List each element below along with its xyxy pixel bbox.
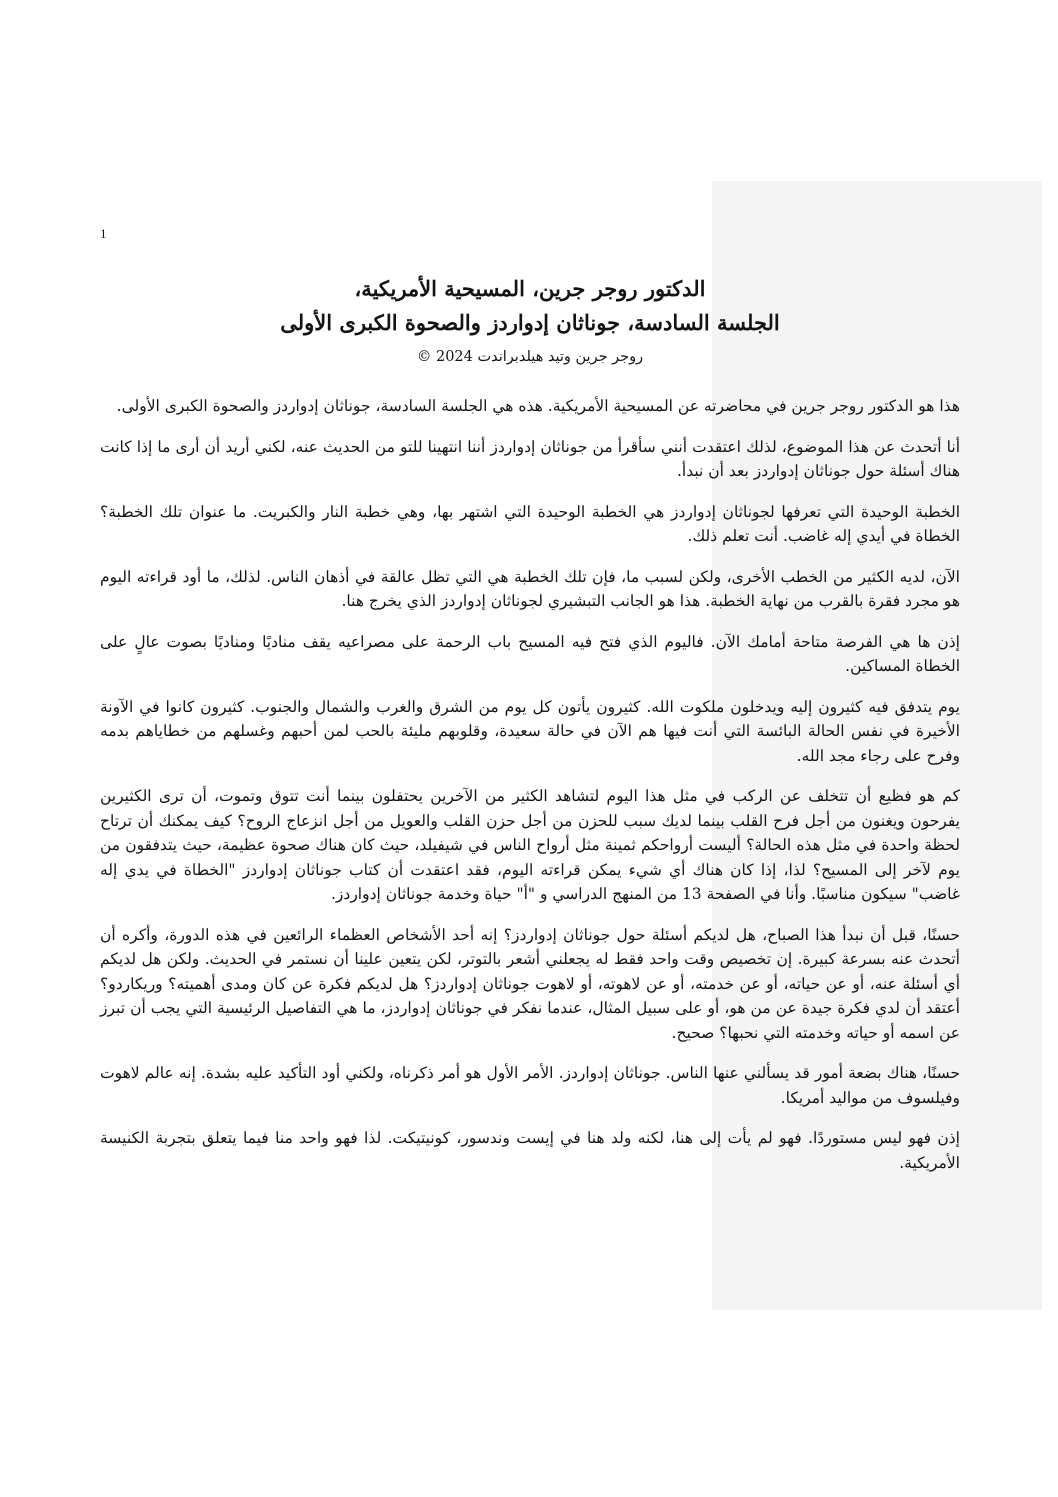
paragraph: إذن فهو ليس مستوردًا. فهو لم يأت إلى هنا، لكنه ولد هنا في إيست وندسور، كونيتيكت. لذا فهو واحد منا فيما يتعلق بتجربة الكنيسة الأمريكية. <box>100 1129 960 1172</box>
paragraph: الخطبة الوحيدة التي تعرفها لجوناثان إدواردز هي الخطبة الوحيدة التي اشتهر بها، وهي خطبة النار والكبريت. ما عنوان تلك الخطبة؟ الخطاة في أيدي إله غاضب. أنت تعلم ذلك. <box>100 502 960 545</box>
paragraph: الآن، لديه الكثير من الخطب الأخرى، ولكن لسبب ما، فإن تلك الخطبة هي التي تظل عالقة في أذهان الناس. لذلك، ما أود قراءته اليوم هو مجرد فقرة بالقرب من نهاية الخطبة. هذا هو الجانب التبشيري لجوناثان إدواردز الذي يخرج هنا. <box>100 567 960 610</box>
paragraph: حسنًا، قبل أن نبدأ هذا الصباح، هل لديكم أسئلة حول جوناثان إدواردز؟ إنه أحد الأشخاص العظماء الرائعين في هذه الدورة، وأكره أن أتحدث عنه بسرعة كبيرة. إن تخصيص وقت واحد فقط له يجعلني أشعر بالتوتر، لكن يتعين علينا أن نستمر في الحديث. ولكن هل لديكم أي أسئلة عنه، أو عن حياته، أو عن خدمته، أو عن لاهوته، أو لاهوت جوناثان إدواردز؟ هل لديكم فكرة عن كان ومدى أهميته؟ وريكاردو؟ أعتقد أن لدي فكرة جيدة عن من هو، أو على سبيل المثال، عندما نفكر في جوناثان إدواردز، ما هي التفاصيل الرئيسية التي يجب أن تبرز عن اسمه أو حياته وخدمته التي نحبها؟ صحيح. <box>100 925 960 1042</box>
paragraph: حسنًا، هناك بضعة أمور قد يسألني عنها الناس. جوناثان إدواردز. الأمر الأول هو أمر ذكرناه، ولكني أود التأكيد عليه بشدة. إنه عالم لاهوت وفيلسوف من مواليد أمريكا. <box>100 1064 960 1107</box>
paragraph: هذا هو الدكتور روجر جرين في محاضرته عن المسيحية الأمريكية. هذه هي الجلسة السادسة، جوناثان إدواردز والصحوة الكبرى الأولى. <box>116 397 960 415</box>
paragraph: يوم يتدفق فيه كثيرون إليه ويدخلون ملكوت الله. كثيرون يأتون كل يوم من الشرق والغرب والشمال والجنوب. كثيرون كانوا في الآونة الأخيرة في نفس الحالة البائسة التي أنت فيها هم الآن في حالة سعيدة، وقلوبهم مليئة بالحب لمن أحبهم وغسلهم من خطاياهم بدمه وفرح على رجاء مجد الله. <box>100 697 960 765</box>
paragraph: أنا أتحدث عن هذا الموضوع، لذلك اعتقدت أنني سأقرأ من جوناثان إدواردز أننا انتهينا للتو من الحديث عنه، لكني أريد أن أرى ما إذا كانت هناك أسئلة حول جوناثان إدواردز بعد أن نبدأ. <box>100 437 960 480</box>
paragraph: كم هو فظيع أن تتخلف عن الركب في مثل هذا اليوم لتشاهد الكثير من الآخرين يحتفلون بينما أنت تتوق وتموت، أن ترى الكثيرين يفرحون ويغنون من أجل فرح القلب بينما لديك سبب للحزن من أجل حزن القلب والعويل من أجل انزعاج الروح؟ كيف يمكنك أن ترتاح لحظة واحدة في مثل هذه الحالة؟ أليست أرواحكم ثمينة مثل أرواح الناس في شيفيلد، حيث كان هناك صحوة عظيمة، حيث يتدفقون من يوم لآخر إلى المسيح؟ لذا، إذا كان هناك أي شيء يمكن قراءته اليوم، فقد اعتقدت أن كتاب جوناثان إدواردز "الخطاة في يدي إله غاضب" سيكون مناسبًا. وأنا في الصفحة 13 من المنهج الدراسي و "أ" حياة وخدمة جوناثان إدواردز. <box>100 787 960 903</box>
page-number: 1 <box>100 226 107 241</box>
document-title <box>100 272 960 340</box>
title-line-1: الدكتور روجر جرين، المسيحية الأمريكية، <box>354 276 706 301</box>
title-line-2: الجلسة السادسة، جوناثان إدواردز والصحوة الكبرى الأولى <box>280 310 780 335</box>
paragraph: إذن ها هي الفرصة متاحة أمامك الآن. فاليوم الذي فتح فيه المسيح باب الرحمة على مصراعيه يقف مناديًا ومناديًا بصوت عالٍ على الخطاة المساكين. <box>100 632 960 675</box>
document-body <box>100 394 960 1175</box>
byline: روجر جرين وتيد هيلدبراندت 2024 © <box>416 349 644 365</box>
